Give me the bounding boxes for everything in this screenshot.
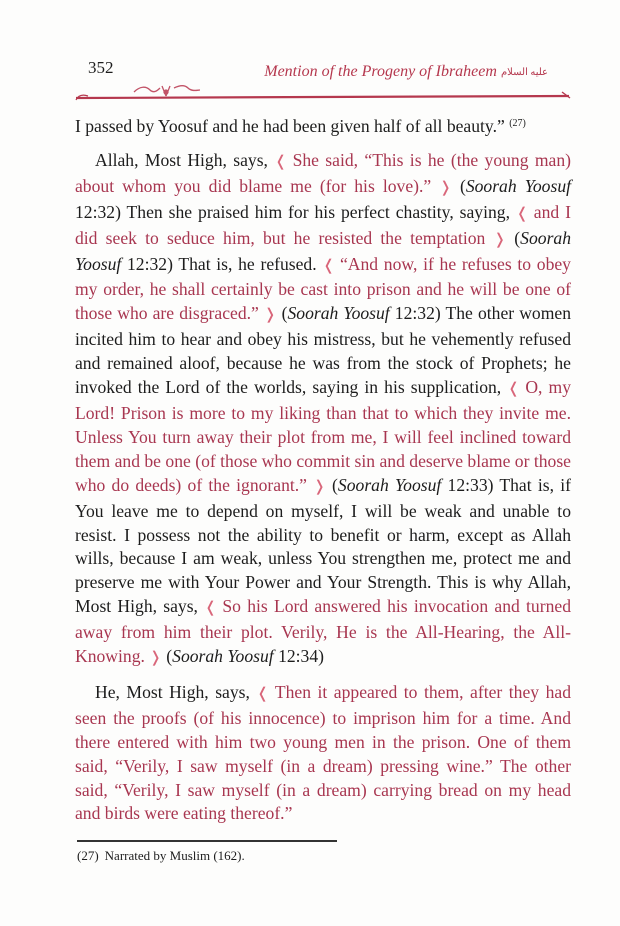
quran-quote-text: and I did seek to seduce him, but he resisted the temptation: [75, 201, 571, 248]
body-text-span: (: [276, 303, 288, 324]
body-text-span: (: [325, 474, 338, 495]
quran-quote-text: Then it appeared to them, after they had seen the proofs (of his innocence) to imprison him for a time. And there entered with him two young men in the prison. One of them said, “Verily, I saw myself (in a dream) pressing wine.” The other said, “Verily, I saw myself (in a dream) carrying bread on my head and birds were eating thereof.”: [75, 681, 571, 824]
close-bracket-icon: ❭: [149, 650, 162, 667]
open-bracket-icon: ❬: [507, 381, 526, 398]
rule-line: [76, 96, 569, 98]
close-bracket-icon: ❭: [493, 231, 507, 248]
open-bracket-icon: ❬: [322, 257, 340, 274]
close-bracket-icon: ❭: [263, 307, 277, 324]
surah-reference: Soorah Yoosuf: [287, 303, 390, 324]
quran-quote-text: She said, “This is he (the young man) about whom you did blame me (for his love).”: [75, 149, 571, 196]
paragraph: [75, 112, 571, 139]
body-text-span: 12:32) The other women incited him to hear and obey his mistress, but he vehemently refused and remained aloof, because he was from the stock of Prophets; he invoked the Lord of the worlds, saying in his supplication,: [75, 303, 571, 398]
body-text-span: 12:32) That is, he refused.: [121, 253, 323, 274]
footnote-reference[interactable]: (27): [509, 118, 526, 129]
page-number: 352: [88, 58, 114, 77]
paragraph: [75, 681, 571, 826]
open-bracket-icon: ❬: [256, 685, 275, 702]
surah-reference: Soorah Yoosuf: [337, 474, 442, 495]
quran-quote: [75, 682, 571, 824]
body-text-span: 12:34): [273, 646, 325, 667]
body-text-span: 12:33) That is, if You leave me to depend on myself, I will be weak and unable to resist. I possess not the ability to benefit or harm, except as Allah wills, because I am weak, unless You strengthen me, protect me and preserve me with Your Power and Your Strength. This is why Allah, Most High, says,: [75, 474, 571, 617]
paragraph: [75, 149, 571, 671]
close-bracket-icon: ❭: [439, 179, 452, 196]
surah-reference: Soorah Yoosuf: [75, 227, 572, 274]
quran-quote-text: So his Lord answered his invocation and turned away from him their plot. Verily, He is the All-Hearing, the All-Knowing.: [75, 596, 571, 667]
body-text-span: I passed by Yoosuf and he had been given half of all beauty.”: [75, 116, 510, 136]
surah-reference: Soorah Yoosuf: [465, 175, 572, 196]
surah-reference: Soorah Yoosuf: [172, 646, 274, 667]
footnote-divider: [77, 840, 337, 842]
close-bracket-icon: ❭: [313, 478, 326, 495]
quran-quote-text: “And now, if he refuses to obey my order, he shall certainly be cast into prison and he will be one of those who are disgraced.”: [75, 253, 571, 324]
footnote: [77, 848, 245, 864]
body-text-span: (: [451, 175, 466, 196]
footnote-number: (27): [77, 848, 99, 863]
running-head-title: Mention of the Progeny of Ibraheem: [264, 63, 497, 80]
ornament-flourish: [134, 86, 200, 96]
body-text-span: (: [161, 646, 173, 667]
body-text: [75, 112, 571, 826]
quran-quote-text: O, my Lord! Prison is more to my liking than that to which they invite me. Unless You turn away their plot from me, I will feel inclined toward them and be one (of those who commit sin and deserve blame or those who do deeds) of the ignorant.”: [75, 377, 571, 495]
salutation-glyph: عليه السلام: [500, 66, 548, 78]
footnote-text: Narrated by Muslim (162).: [104, 848, 245, 863]
open-bracket-icon: ❬: [204, 600, 223, 617]
header-ornament-rule: [74, 78, 574, 104]
body-text-span: He, Most High, says,: [95, 681, 257, 702]
open-bracket-icon: ❬: [515, 205, 534, 222]
open-bracket-icon: ❬: [274, 153, 293, 170]
body-text-span: Allah, Most High, says,: [95, 149, 275, 170]
body-text-span: (: [506, 227, 521, 248]
body-text-span: 12:32) Then she praised him for his perfect chastity, saying,: [75, 201, 516, 222]
